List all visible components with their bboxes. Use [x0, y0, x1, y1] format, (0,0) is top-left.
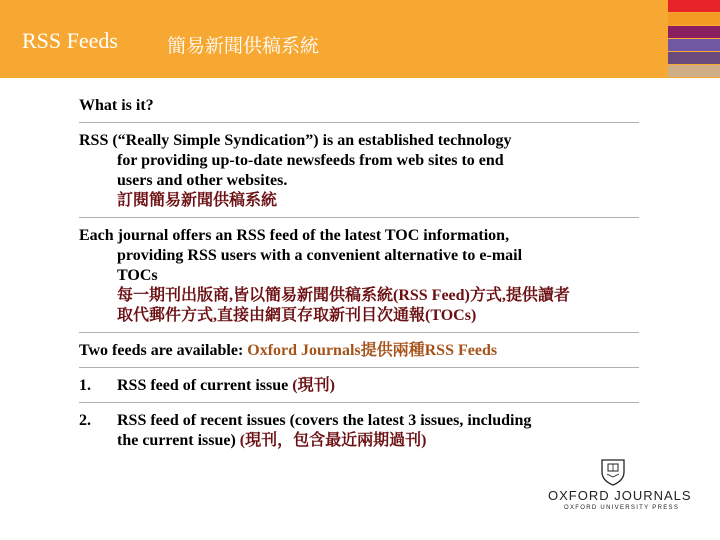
stripe-tan [668, 65, 720, 77]
list-item-chinese: (現刊，包含最近兩期過刊) [239, 432, 427, 449]
list-item [79, 411, 679, 451]
rss-definition-line-2: for providing up-to-date newsfeeds from web sites to end [117, 152, 504, 169]
page-subtitle: 簡易新聞供稿系統 [167, 36, 320, 57]
divider [79, 122, 639, 123]
color-stripes [668, 0, 720, 78]
question-heading: What is it? [79, 97, 154, 114]
rss-definition-chinese: 訂閱簡易新聞供稿系統 [117, 192, 278, 209]
journal-chinese-line-1: 每一期刊出版商,皆以簡易新聞供稿系統(RSS Feed)方式,提供讀者 [117, 287, 570, 304]
title-banner [0, 0, 720, 78]
journal-feed-description [79, 226, 679, 326]
rss-definition-line-3: users and other websites. [117, 172, 288, 189]
list-item-text: RSS feed of current issue [117, 377, 293, 394]
feeds-lead-text: Two feeds are available: [79, 342, 248, 359]
logo-wordmark: OXFORD JOURNALS [548, 488, 692, 503]
journal-line-2: providing RSS users with a convenient alternative to e-mail [117, 247, 523, 264]
shield-icon [600, 458, 626, 486]
divider [79, 402, 639, 403]
journal-line-3: TOCs [117, 267, 158, 284]
list-item-number: 1. [79, 377, 91, 394]
page-title: RSS Feeds [22, 28, 118, 53]
list-item-text: RSS feed of recent issues (covers the latest 3 issues, including [117, 412, 532, 429]
stripe-orange [668, 13, 720, 25]
divider [79, 367, 639, 368]
divider [79, 217, 639, 218]
oxford-journals-logo [548, 458, 694, 518]
stripe-plum [668, 26, 720, 38]
stripe-red [668, 0, 720, 12]
logo-subtext: OXFORD UNIVERSITY PRESS [564, 505, 680, 511]
list-item [79, 376, 679, 396]
list-item-text-continued: the current issue) [117, 432, 240, 449]
list-item-number: 2. [79, 412, 91, 429]
slide-body [79, 96, 679, 451]
feeds-highlight-text: Oxford Journals提供兩種RSS Feeds [247, 342, 498, 359]
journal-line-1: Each journal offers an RSS feed of the latest TOC information, [79, 227, 510, 244]
rss-definition [79, 131, 679, 211]
divider [79, 332, 639, 333]
journal-chinese-line-2: 取代郵件方式,直接由網頁存取新刊目次通報(TOCs) [117, 307, 477, 324]
rss-definition-line-1: RSS (“Really Simple Syndication”) is an established technology [79, 132, 512, 149]
list-item-chinese: (現刊) [292, 377, 335, 394]
feeds-available [79, 341, 679, 361]
stripe-violet [668, 52, 720, 64]
stripe-purple [668, 39, 720, 51]
